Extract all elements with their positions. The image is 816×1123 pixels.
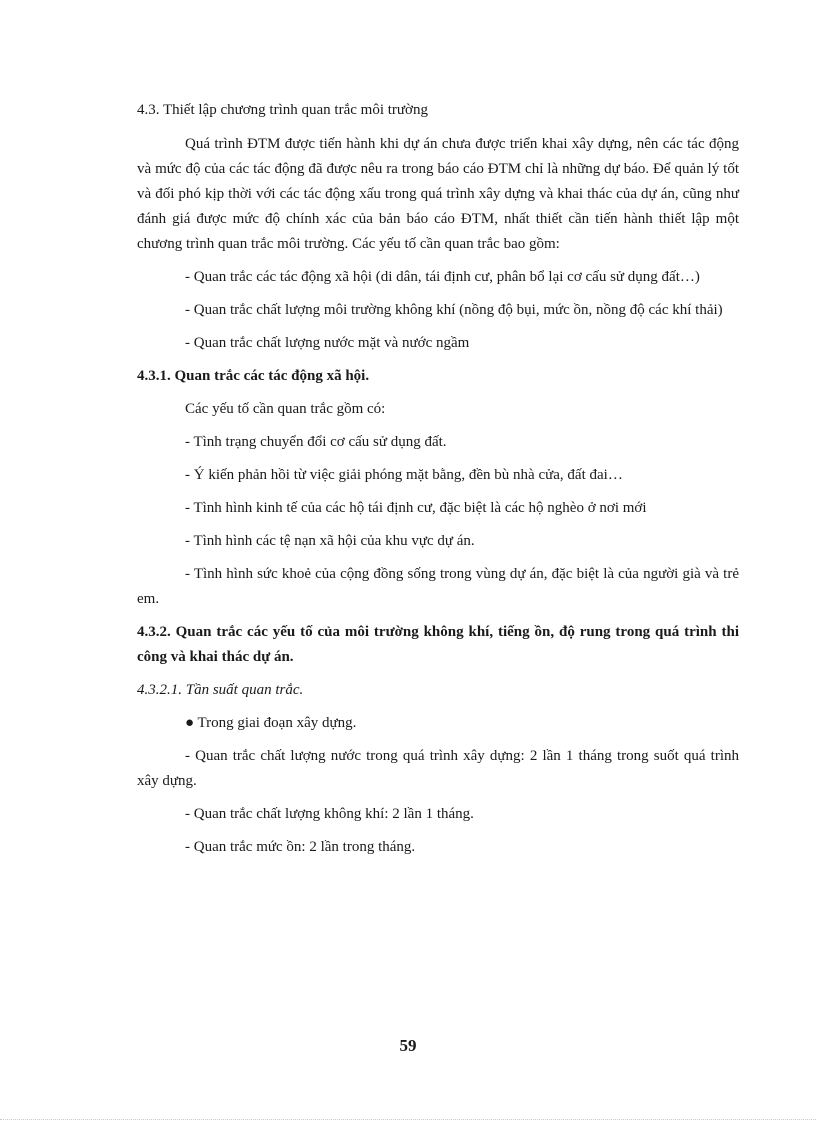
- frequency-item: - Quan trắc chất lượng nước trong quá trình xây dựng: 2 lần 1 tháng trong suốt quá trình xây dựng.: [137, 748, 739, 789]
- frequency-item: - Quan trắc chất lượng không khí: 2 lần 1 tháng.: [185, 806, 474, 822]
- monitoring-item: - Quan trắc chất lượng môi trường không khí (nồng độ bụi, mức ồn, nồng độ các khí thải): [185, 302, 723, 318]
- page-number: 59: [399, 1036, 417, 1055]
- social-item: - Ý kiến phản hồi từ việc giải phóng mặt bằng, đền bù nhà cửa, đất đai…: [185, 467, 623, 483]
- page-bottom-divider: [0, 1119, 816, 1120]
- intro-paragraph: Quá trình ĐTM được tiến hành khi dự án chưa được triển khai xây dựng, nên các tác động và mức độ của các tác động đã được nêu ra trong báo cáo ĐTM chỉ là những dự báo. Để quản lý tốt và đối phó kịp thời với các tác động xấu trong quá trình xây dựng và khai thác của dự án, cũng như đánh giá được mức độ chính xác của bản báo cáo ĐTM, nhất thiết cần tiến hành thiết lập một chương trình quan trắc môi trường. Các yếu tố cần quan trắc bao gồm:: [137, 136, 739, 252]
- document-page: [137, 98, 739, 868]
- phase-bullet: ● Trong giai đoạn xây dựng.: [185, 715, 357, 731]
- social-item: - Tình hình sức khoẻ của cộng đồng sống trong vùng dự án, đặc biệt là của người già và trẻ em.: [137, 566, 739, 607]
- subsection-2-subtitle: 4.3.2.1. Tần suất quan trắc.: [137, 682, 304, 698]
- social-item: - Tình hình các tệ nạn xã hội của khu vực dự án.: [185, 533, 475, 549]
- frequency-item: - Quan trắc mức ồn: 2 lần trong tháng.: [185, 839, 416, 855]
- monitoring-item: - Quan trắc chất lượng nước mặt và nước ngầm: [185, 335, 470, 351]
- section-title: 4.3. Thiết lập chương trình quan trắc môi trường: [137, 102, 428, 118]
- social-item: - Tình trạng chuyển đổi cơ cấu sử dụng đất.: [185, 434, 447, 450]
- subsection-1-lead: Các yếu tố cần quan trắc gồm có:: [185, 401, 386, 417]
- subsection-1-title: 4.3.1. Quan trắc các tác động xã hội.: [137, 368, 370, 384]
- subsection-2-title: 4.3.2. Quan trắc các yếu tố của môi trường không khí, tiếng ồn, độ rung trong quá trình thi công và khai thác dự án.: [137, 624, 739, 665]
- social-item: - Tình hình kinh tế của các hộ tái định cư, đặc biệt là các hộ nghèo ở nơi mới: [185, 500, 647, 516]
- monitoring-item: - Quan trắc các tác động xã hội (di dân, tái định cư, phân bổ lại cơ cấu sử dụng đất…): [185, 269, 700, 285]
